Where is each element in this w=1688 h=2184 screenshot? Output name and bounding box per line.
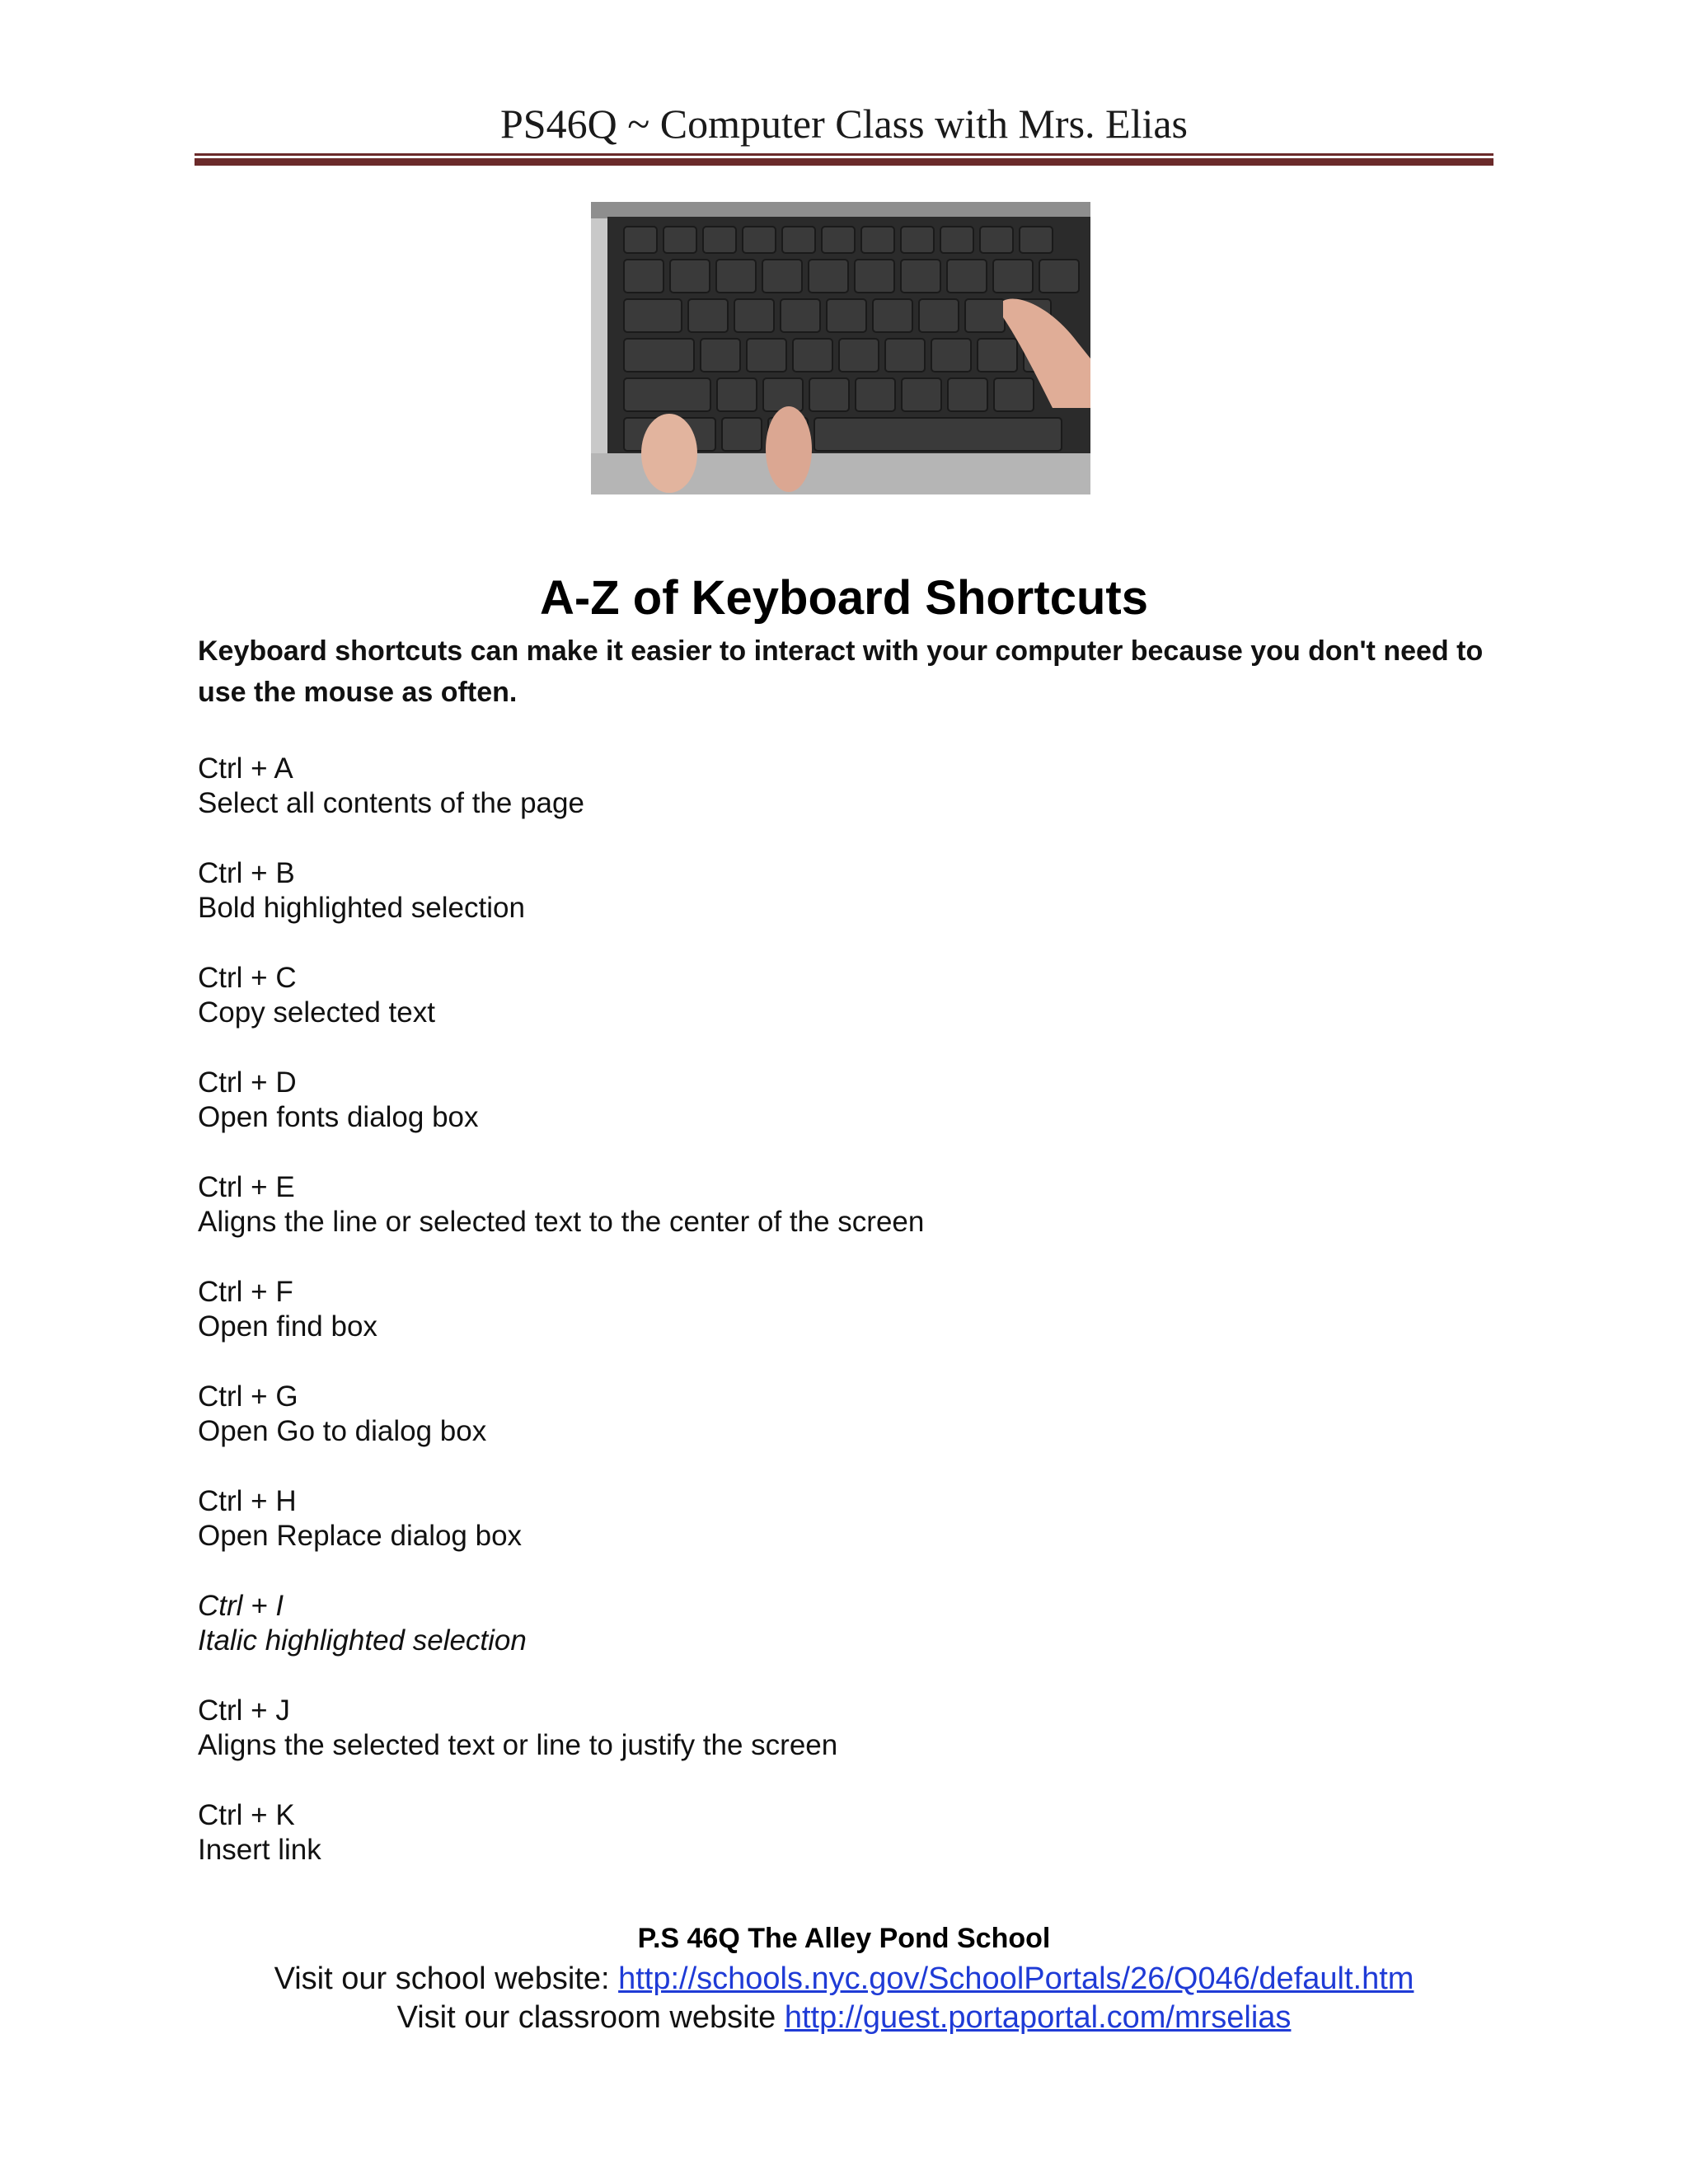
shortcut-description: Aligns the line or selected text to the center of the screen (198, 1206, 925, 1238)
page-header-title: PS46Q ~ Computer Class with Mrs. Elias (499, 101, 1189, 147)
shortcut-description: Bold highlighted selection (198, 892, 525, 924)
header-rule-thick (195, 158, 1493, 166)
shortcut-item-ctrl-e (198, 1170, 1484, 1275)
school-website-link[interactable]: http://schools.nyc.gov/SchoolPortals/26/Q046/default.htm (618, 1961, 1414, 1996)
shortcut-item-ctrl-h (198, 1484, 1484, 1589)
classroom-website-label: Visit our classroom website (396, 2000, 776, 2035)
shortcut-keys: Ctrl + K (198, 1799, 295, 1831)
shortcut-item-ctrl-i (198, 1589, 1484, 1694)
shortcut-item-ctrl-a (198, 752, 1484, 856)
shortcut-item-ctrl-g (198, 1380, 1484, 1484)
shortcut-keys: Ctrl + B (198, 857, 295, 889)
classroom-website-link[interactable]: http://guest.portaportal.com/mrselias (784, 2000, 1292, 2035)
shortcut-item-ctrl-j (198, 1694, 1484, 1798)
shortcut-keys: Ctrl + H (198, 1485, 297, 1517)
shortcut-keys: Ctrl + A (198, 752, 293, 785)
shortcut-item-ctrl-d (198, 1066, 1484, 1170)
footer-classroom-website (0, 1999, 1688, 2036)
shortcut-description: Open fonts dialog box (198, 1101, 479, 1133)
shortcut-description: Select all contents of the page (198, 787, 584, 819)
shortcut-item-ctrl-b (198, 856, 1484, 961)
shortcut-keys: Ctrl + F (198, 1276, 293, 1308)
footer-school-website (0, 1960, 1688, 1998)
shortcut-keys: Ctrl + J (198, 1694, 290, 1727)
keyboard-photo-icon (591, 202, 1090, 494)
keyboard-photo (591, 202, 1090, 494)
header-rule-thin (195, 153, 1493, 156)
shortcut-item-ctrl-k (198, 1798, 1484, 1903)
shortcut-description: Italic highlighted selection (198, 1624, 527, 1657)
shortcut-keys: Ctrl + I (198, 1590, 284, 1622)
school-website-label: Visit our school website: (274, 1961, 610, 1996)
shortcut-description: Open Go to dialog box (198, 1415, 487, 1447)
document-title: A-Z of Keyboard Shortcuts (540, 571, 1148, 625)
footer-school-name: P.S 46Q The Alley Pond School (637, 1923, 1051, 1954)
shortcut-keys: Ctrl + G (198, 1380, 298, 1413)
shortcut-keys: Ctrl + E (198, 1171, 295, 1203)
shortcut-description: Aligns the selected text or line to justify the screen (198, 1729, 838, 1761)
shortcut-description: Copy selected text (198, 996, 435, 1029)
shortcut-list (198, 752, 1484, 1903)
shortcut-description: Insert link (198, 1834, 321, 1866)
shortcut-keys: Ctrl + D (198, 1066, 297, 1099)
intro-paragraph: Keyboard shortcuts can make it easier to interact with your computer because you don't need to use the mouse as often. (198, 635, 1484, 708)
shortcut-item-ctrl-c (198, 961, 1484, 1066)
shortcut-item-ctrl-f (198, 1275, 1484, 1380)
shortcut-description: Open find box (198, 1310, 377, 1343)
shortcut-description: Open Replace dialog box (198, 1520, 523, 1552)
shortcut-keys: Ctrl + C (198, 962, 297, 994)
